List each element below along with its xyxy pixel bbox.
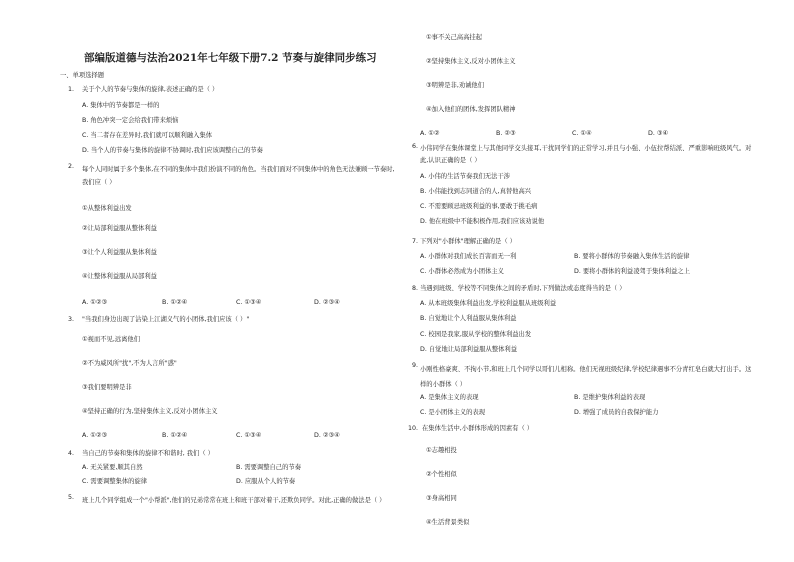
option-a[interactable]: A. 从本班级集体利益出发,学校利益服从班级利益 xyxy=(420,300,557,307)
option-a[interactable]: A. 集体中的节奏都是一样的 xyxy=(82,102,160,109)
question-number: 4. xyxy=(68,450,75,457)
option-a[interactable]: A. 小群体对我们成长百害而无一利 xyxy=(420,253,517,260)
question-number: 3. xyxy=(68,316,75,323)
option-b[interactable]: B. 需要调整自己的节奏 xyxy=(236,464,301,471)
question-number: 2. xyxy=(68,163,75,170)
option-c[interactable]: C. 校园是我家,服从学校的整体利益出发 xyxy=(420,331,532,338)
choice-c[interactable]: C. ①④ xyxy=(572,130,592,137)
choice-a[interactable]: A. ①②③ xyxy=(82,299,108,306)
item-4: ④生活背景类似 xyxy=(426,519,470,526)
option-b[interactable]: B. 要将小群体的节奏融入集体生活的旋律 xyxy=(574,253,690,260)
question-stem: 小刚性格豪爽、不拘小节,和班上几个同学以哥们儿相称。他们无视班级纪律,学校纪律遇事不分青红皂白就大打出手。这样的小群体（ ） xyxy=(420,366,752,388)
option-d[interactable]: D. 他在班级中不能积极作用,我们应该劝说他 xyxy=(420,218,545,225)
option-d[interactable]: D. 自觉地让局部利益服从整体利益 xyxy=(420,346,518,353)
item-3: ③我们要明辨是非 xyxy=(82,384,132,391)
option-c[interactable]: C. 当二者存在差异时,我们就可以顺利融入集体 xyxy=(82,132,213,139)
option-b[interactable]: B. 小伟能找到志同道合的人,真替他高兴 xyxy=(420,188,532,195)
section-heading: 一、单项选择题 xyxy=(60,72,105,79)
item-2: ②不为威风所"扰",不为人言所"惑" xyxy=(82,360,177,367)
item-1: ①视而不见,远离他们 xyxy=(82,336,141,343)
choice-b[interactable]: B. ②③ xyxy=(496,130,516,137)
choice-c[interactable]: C. ①③④ xyxy=(236,299,262,306)
item-4: ④加入他们的团体,发挥团队精神 xyxy=(426,106,516,113)
option-d[interactable]: D. 应服从个人的节奏 xyxy=(236,478,296,485)
item-2: ②让局部利益服从整体利益 xyxy=(82,225,157,232)
choice-b[interactable]: B. ①②④ xyxy=(162,432,188,439)
question-stem: 当自己的节奏和集体的旋律不和谐时, 我们（ ） xyxy=(82,450,214,457)
option-a[interactable]: A. 无关紧要,顺其自然 xyxy=(82,464,143,471)
option-c[interactable]: C. 小群体必然成为小团体主义 xyxy=(420,268,504,275)
item-3: ③明辨是非,劝诫他们 xyxy=(426,82,485,89)
choice-d[interactable]: D. ②③④ xyxy=(314,432,340,439)
option-d[interactable]: D. 增强了成员的自我保护能力 xyxy=(574,409,659,416)
question-stem: "当我们身边出现了沾染上江湖义气的小团体,我们应该（ ）" xyxy=(82,316,250,323)
question-number: 6. xyxy=(412,143,419,150)
option-a[interactable]: A. 小伟的生活节奏我们无法干涉 xyxy=(420,173,511,180)
option-d[interactable]: D. 要将小群体的利益凌驾于集体利益之上 xyxy=(574,268,690,275)
item-4: ④让整体利益服从局部利益 xyxy=(82,273,157,280)
question-number: 9. xyxy=(412,362,419,369)
option-c[interactable]: C. 不需要顾忌班级利益的事,要敢于挑毛病 xyxy=(420,203,538,210)
page-title: 部编版道德与法治2021年七年级下册7.2 节奏与旋律同步练习 xyxy=(84,52,377,64)
question-stem: 当遇到班级、学校等不同集体之间的矛盾时,下列做法或态度得当的是（ ） xyxy=(420,285,626,292)
option-a[interactable]: A. 是集体主义的表现 xyxy=(420,394,479,401)
option-b[interactable]: B. 是维护集体利益的表现 xyxy=(574,394,646,401)
item-1: ①事不关己高高挂起 xyxy=(426,34,483,41)
option-b[interactable]: B. 自觉地让个人利益服从集体利益 xyxy=(420,315,517,322)
item-2: ②坚持集体主义,反对小团体主义 xyxy=(426,58,516,65)
option-c[interactable]: C. 需要调整集体的旋律 xyxy=(82,478,148,485)
question-stem: 关于个人的节奏与集体的旋律,表述正确的是（ ） xyxy=(82,86,219,93)
item-1: ①从整体利益出发 xyxy=(82,205,132,212)
item-1: ①志趣相投 xyxy=(426,447,457,454)
item-2: ②个性相似 xyxy=(426,471,457,478)
question-number: 5. xyxy=(68,494,75,501)
choice-b[interactable]: B. ①②④ xyxy=(162,299,188,306)
question-stem: 下列对"小群体"理解正确的是（ ） xyxy=(420,238,516,245)
question-number: 7. xyxy=(412,238,419,245)
choice-a[interactable]: A. ①② xyxy=(420,130,440,137)
question-stem: 小伟同学在集体课堂上与其他同学交头接耳,干扰同学们的正常学习,并且与小强、小伍拉帮结派、严重影响班级风气。对此,认识正确的是（ ） xyxy=(420,145,752,164)
question-stem: 每个人同时属于多个集体,在不同的集体中我们扮演不同的角色。当我们面对不同集体中的角色无法兼顾一节奏时,我们应（ ） xyxy=(82,166,395,186)
question-number: 1. xyxy=(68,86,75,93)
question-number: 10. xyxy=(408,425,419,432)
question-stem: 班上几个同学组成一个"小帮派",他们的兄弟常常在班上和班干部对着干,还欺负同学。对此,正确的做法是（ ） xyxy=(82,497,386,504)
option-c[interactable]: C. 是小团体主义的表现 xyxy=(420,409,486,416)
choice-d[interactable]: D. ②③④ xyxy=(314,299,340,306)
option-b[interactable]: B. 角色冲突一定会给我们带来烦恼 xyxy=(82,117,179,124)
item-3: ③身高相同 xyxy=(426,495,457,502)
option-d[interactable]: D. 当个人的节奏与集体的旋律不协调时,我们应该调整自己的节奏 xyxy=(82,147,263,154)
item-3: ③让个人利益服从集体利益 xyxy=(82,249,157,256)
question-number: 8. xyxy=(412,285,419,292)
question-stem: 在集体生活中,小群体形成的因素有（ ） xyxy=(422,425,534,432)
item-4: ④坚持正确的行为,坚持集体主义,反对小团体主义 xyxy=(82,408,218,415)
choice-d[interactable]: D. ③④ xyxy=(648,130,669,137)
choice-a[interactable]: A. ①②③ xyxy=(82,432,108,439)
choice-c[interactable]: C. ①③④ xyxy=(236,432,262,439)
